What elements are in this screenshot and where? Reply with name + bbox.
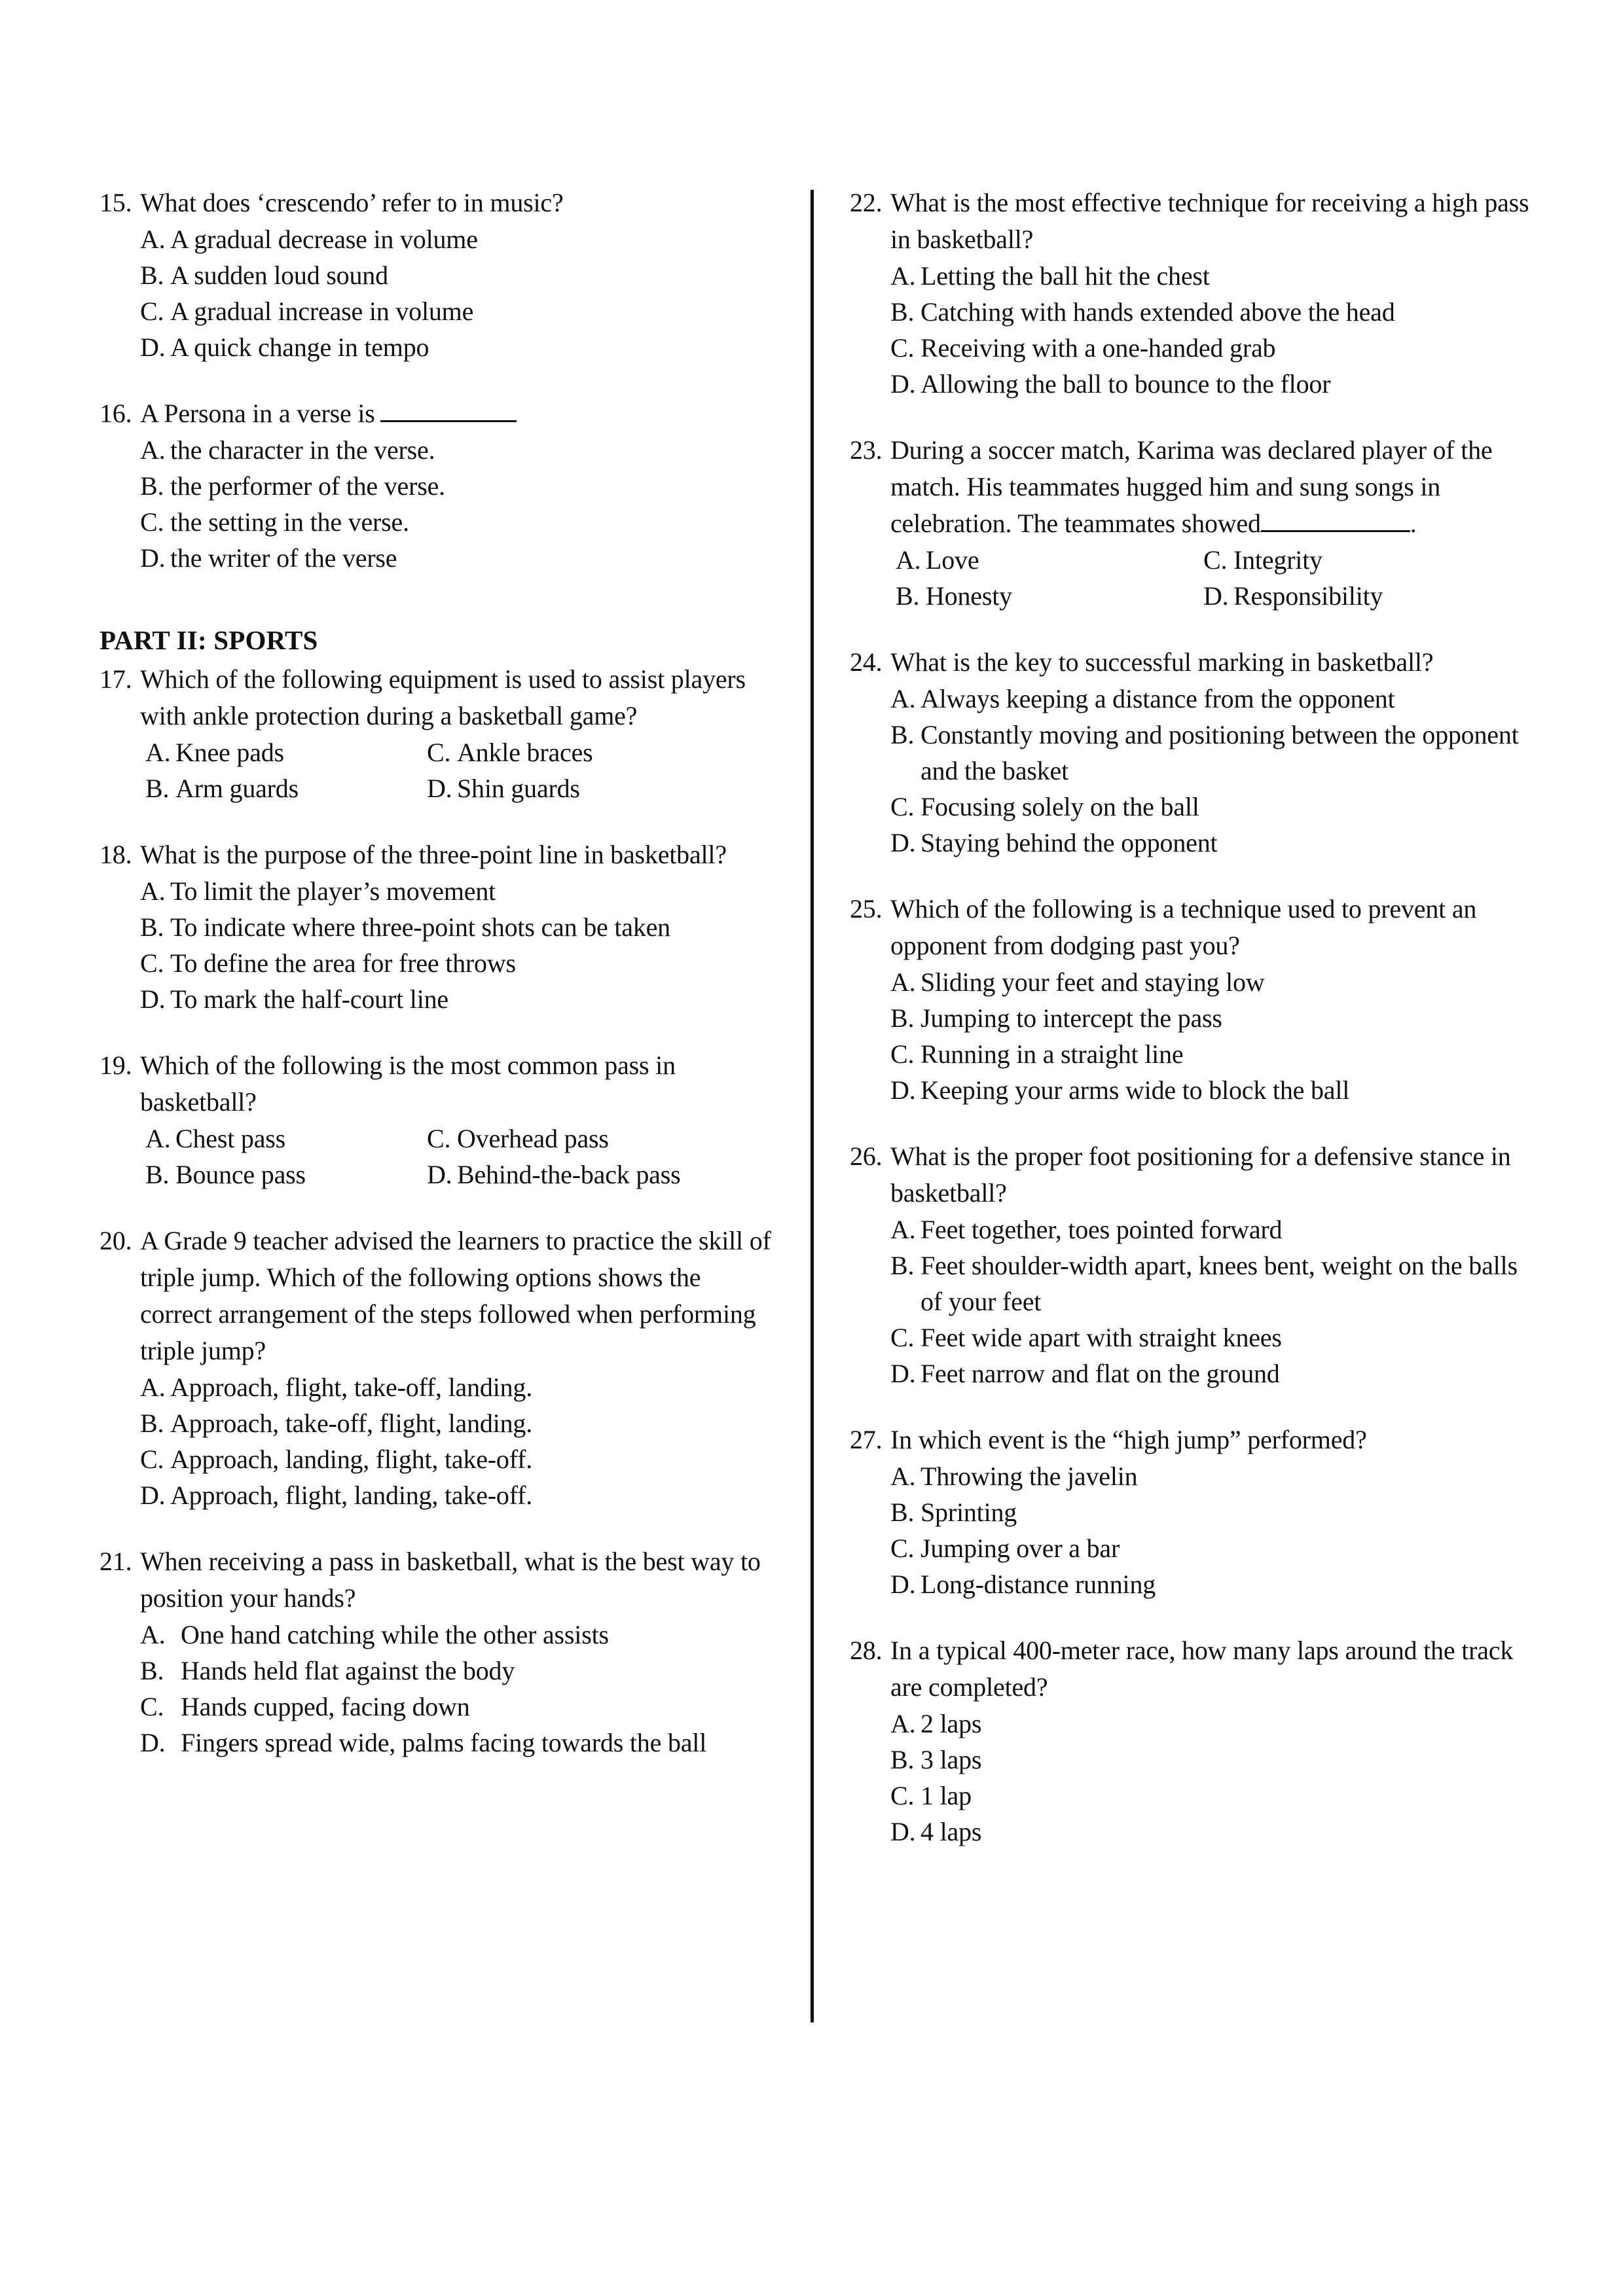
option-list <box>850 681 1540 861</box>
option-item[interactable] <box>140 1369 771 1405</box>
question-text: Which of the following is the most common pass in basketball? <box>140 1050 676 1117</box>
option-item[interactable] <box>140 909 771 945</box>
option-letter: C. <box>890 1534 915 1563</box>
option-letter: D. <box>890 828 916 857</box>
question-25 <box>850 891 1540 1108</box>
option-item[interactable] <box>427 734 771 770</box>
right-column <box>793 185 1540 1850</box>
question-23 <box>850 432 1540 614</box>
option-letter: B. <box>890 1745 915 1774</box>
option-item[interactable] <box>890 1355 1540 1391</box>
option-item[interactable] <box>896 542 1203 578</box>
option-item[interactable] <box>140 293 771 329</box>
question-number: 19. <box>100 1050 132 1080</box>
option-letter: A. <box>890 261 916 291</box>
option-item[interactable] <box>427 770 771 806</box>
question-number: 27. <box>850 1425 883 1454</box>
option-letter: D. <box>890 1075 916 1105</box>
option-letter: A. <box>140 1620 166 1649</box>
question-text: What is the proper foot positioning for a defensive stance in basketball? <box>890 1141 1511 1208</box>
question-number: 24. <box>850 647 883 677</box>
question-number: 15. <box>100 188 132 217</box>
option-letter: C. <box>427 738 451 767</box>
option-item[interactable] <box>896 578 1203 614</box>
question-text: A Grade 9 teacher advised the learners to practice the skill of triple jump. Which of the following options shows the correct arrangement of the steps followed when performing triple jump? <box>140 1226 771 1365</box>
option-item[interactable] <box>140 1689 771 1725</box>
option-letter: C. <box>1203 545 1228 575</box>
option-item[interactable] <box>890 1566 1540 1602</box>
part-heading: PART II: SPORTS <box>100 625 318 655</box>
question-20 <box>100 1223 771 1513</box>
question-text: What is the most effective technique for receiving a high pass in basketball? <box>890 188 1529 254</box>
option-text: A gradual increase in volume <box>170 296 474 326</box>
option-letter: C. <box>427 1124 451 1153</box>
question-number: 25. <box>850 894 883 924</box>
option-letter: B. <box>890 720 915 749</box>
option-letter: A. <box>140 876 166 906</box>
option-list <box>850 1706 1540 1850</box>
option-item[interactable] <box>890 681 1540 717</box>
option-item[interactable] <box>140 981 771 1017</box>
option-item[interactable] <box>140 504 771 540</box>
option-letter: B. <box>145 1160 170 1189</box>
option-text: Feet narrow and flat on the ground <box>921 1359 1280 1388</box>
option-item[interactable] <box>1203 578 1540 614</box>
option-item[interactable] <box>140 1617 771 1653</box>
option-item[interactable] <box>890 1000 1540 1036</box>
option-letter: C. <box>140 296 164 326</box>
two-column-body <box>100 185 1540 1850</box>
option-letter: D. <box>140 332 166 362</box>
option-text: To mark the half-court line <box>170 984 448 1014</box>
option-text: Approach, flight, landing, take-off. <box>170 1480 533 1510</box>
question-text: In which event is the “high jump” performed? <box>890 1425 1367 1454</box>
fill-in-blank[interactable] <box>1261 530 1410 532</box>
option-list <box>100 1121 771 1193</box>
option-letter: C. <box>890 1039 915 1069</box>
option-item[interactable] <box>890 330 1540 366</box>
option-text: Constantly moving and positioning between the opponent and the basket <box>921 720 1519 785</box>
option-list <box>850 1458 1540 1602</box>
option-text: Allowing the ball to bounce to the floor <box>921 369 1331 399</box>
section-spacer <box>100 606 771 622</box>
option-letter: B. <box>145 774 170 803</box>
option-text: 3 laps <box>921 1745 982 1774</box>
option-text: Jumping over a bar <box>921 1534 1120 1563</box>
option-text: Hands cupped, facing down <box>181 1692 470 1721</box>
option-text: A quick change in tempo <box>170 332 429 362</box>
option-letter: A. <box>896 545 921 575</box>
option-item[interactable] <box>140 468 771 504</box>
option-text: Shin guards <box>457 774 580 803</box>
question-text <box>890 432 1540 542</box>
question-24 <box>850 644 1540 861</box>
option-text: Bounce pass <box>175 1160 306 1189</box>
option-item[interactable] <box>890 1494 1540 1530</box>
option-letter: A. <box>145 1124 171 1153</box>
option-list <box>850 258 1540 402</box>
blank-suffix: . <box>1410 509 1417 538</box>
option-letter: A. <box>890 1709 916 1738</box>
question-number: 16. <box>100 399 132 428</box>
option-text: A sudden loud sound <box>170 260 388 290</box>
option-letter: B. <box>140 1656 164 1685</box>
option-item[interactable] <box>140 432 771 468</box>
option-text: 1 lap <box>921 1781 972 1810</box>
option-text: Behind-the-back pass <box>457 1160 681 1189</box>
option-item[interactable] <box>890 825 1540 861</box>
option-text: Honesty <box>926 581 1012 611</box>
option-text: Love <box>926 545 979 575</box>
option-letter: C. <box>890 333 915 363</box>
question-text: When receiving a pass in basketball, what is the best way to position your hands? <box>140 1547 761 1613</box>
option-text: Always keeping a distance from the opponent <box>921 684 1395 713</box>
option-letter: C. <box>890 1781 915 1810</box>
question-15 <box>100 185 771 365</box>
option-item[interactable] <box>890 1814 1540 1850</box>
question-28 <box>850 1632 1540 1850</box>
option-item[interactable] <box>890 1247 1540 1319</box>
question-21 <box>100 1543 771 1761</box>
question-text: What is the purpose of the three-point line in basketball? <box>140 840 727 869</box>
option-list <box>100 1617 771 1761</box>
question-stem: A Persona in a verse is <box>140 399 375 428</box>
option-letter: C. <box>140 1444 164 1474</box>
option-list <box>100 1369 771 1513</box>
option-item[interactable] <box>140 1441 771 1477</box>
option-list <box>100 873 771 1017</box>
option-text: Keeping your arms wide to block the ball <box>921 1075 1350 1105</box>
fill-in-blank[interactable] <box>380 420 517 422</box>
question-text: What is the key to successful marking in basketball? <box>890 647 1434 677</box>
option-text: Jumping to intercept the pass <box>921 1003 1222 1033</box>
option-item[interactable] <box>1203 542 1540 578</box>
option-text: 2 laps <box>921 1709 982 1738</box>
option-text: Approach, flight, take-off, landing. <box>170 1372 533 1402</box>
option-text: Sprinting <box>921 1498 1017 1527</box>
question-19 <box>100 1047 771 1193</box>
option-item[interactable] <box>140 221 771 257</box>
option-item[interactable] <box>890 294 1540 330</box>
question-number: 17. <box>100 664 132 694</box>
option-list <box>100 221 771 365</box>
option-item[interactable] <box>145 1121 427 1157</box>
question-text: Which of the following is a technique used to prevent an opponent from dodging past you? <box>890 894 1477 960</box>
option-list <box>850 964 1540 1108</box>
question-number: 22. <box>850 188 883 217</box>
option-letter: A. <box>890 1215 916 1244</box>
option-item[interactable] <box>140 1477 771 1513</box>
option-letter: C. <box>140 507 164 537</box>
question-number: 23. <box>850 435 883 465</box>
question-text: Which of the following equipment is used to assist players with ankle protection during a basketball game? <box>140 664 746 730</box>
option-letter: C. <box>140 1692 164 1721</box>
option-text: Integrity <box>1233 545 1322 575</box>
option-text: Feet together, toes pointed forward <box>921 1215 1283 1244</box>
option-letter: D. <box>140 984 166 1014</box>
option-text: Letting the ball hit the chest <box>921 261 1210 291</box>
question-22 <box>850 185 1540 402</box>
question-17 <box>100 661 771 806</box>
option-item[interactable] <box>890 1036 1540 1072</box>
option-item[interactable] <box>140 1725 771 1761</box>
option-letter: C. <box>890 1323 915 1352</box>
option-text: One hand catching while the other assists <box>181 1620 609 1649</box>
option-item[interactable] <box>890 258 1540 294</box>
option-letter: D. <box>140 1728 166 1757</box>
option-text: Long-distance running <box>921 1570 1156 1599</box>
option-item[interactable] <box>140 1405 771 1441</box>
option-letter: D. <box>890 1359 916 1388</box>
option-list <box>850 542 1540 614</box>
option-letter: D. <box>890 369 916 399</box>
option-item[interactable] <box>890 1530 1540 1566</box>
option-letter: B. <box>890 1003 915 1033</box>
option-text: Feet wide apart with straight knees <box>921 1323 1282 1352</box>
option-letter: B. <box>890 1251 915 1280</box>
question-number: 21. <box>100 1547 132 1576</box>
option-letter: B. <box>140 471 164 501</box>
option-item[interactable] <box>140 945 771 981</box>
option-text: Ankle braces <box>457 738 593 767</box>
option-letter: C. <box>890 792 915 821</box>
question-text <box>140 395 771 432</box>
option-letter: A. <box>890 684 916 713</box>
question-number: 26. <box>850 1141 883 1171</box>
option-item[interactable] <box>890 366 1540 402</box>
option-item[interactable] <box>140 1653 771 1689</box>
option-text: To define the area for free throws <box>170 948 516 978</box>
question-stem: During a soccer match, Karima was declared player of the match. His teammates hugged him and sung songs in celebration. The teammates showed <box>890 435 1493 538</box>
option-letter: A. <box>145 738 171 767</box>
option-item[interactable] <box>890 1778 1540 1814</box>
option-letter: A. <box>140 1372 166 1402</box>
option-item[interactable] <box>145 770 427 806</box>
option-item[interactable] <box>890 1458 1540 1494</box>
option-text: Fingers spread wide, palms facing towards the ball <box>181 1728 707 1757</box>
option-text: Responsibility <box>1233 581 1383 611</box>
option-text: Knee pads <box>175 738 284 767</box>
question-number: 20. <box>100 1226 132 1255</box>
option-letter: A. <box>140 224 166 254</box>
option-text: A gradual decrease in volume <box>170 224 478 254</box>
option-letter: A. <box>890 1462 916 1491</box>
option-text: Arm guards <box>175 774 299 803</box>
option-item[interactable] <box>890 1319 1540 1355</box>
option-letter: A. <box>890 967 916 997</box>
option-letter: D. <box>427 774 452 803</box>
option-text: Focusing solely on the ball <box>921 792 1199 821</box>
option-letter: D. <box>890 1817 916 1846</box>
question-26 <box>850 1138 1540 1391</box>
option-text: the character in the verse. <box>170 435 435 465</box>
option-letter: B. <box>896 581 920 611</box>
option-letter: B. <box>140 912 164 942</box>
option-list <box>850 1211 1540 1391</box>
option-letter: D. <box>140 1480 166 1510</box>
option-text: Sliding your feet and staying low <box>921 967 1265 997</box>
option-item[interactable] <box>890 1706 1540 1742</box>
option-text: Catching with hands extended above the head <box>921 297 1395 327</box>
option-item[interactable] <box>427 1121 771 1157</box>
option-item[interactable] <box>890 964 1540 1000</box>
option-item[interactable] <box>427 1157 771 1193</box>
option-text: the performer of the verse. <box>170 471 445 501</box>
option-item[interactable] <box>140 257 771 293</box>
option-letter: D. <box>1203 581 1229 611</box>
option-item[interactable] <box>140 329 771 365</box>
option-text: Approach, take-off, flight, landing. <box>170 1408 533 1438</box>
question-text: What does ‘crescendo’ refer to in music? <box>140 188 564 217</box>
option-text: Chest pass <box>175 1124 286 1153</box>
option-text: 4 laps <box>921 1817 982 1846</box>
option-text: Approach, landing, flight, take-off. <box>170 1444 533 1474</box>
question-number: 18. <box>100 840 132 869</box>
question-number: 28. <box>850 1636 883 1665</box>
option-letter: B. <box>140 1408 164 1438</box>
option-item[interactable] <box>890 1072 1540 1108</box>
question-16 <box>100 395 771 576</box>
option-item[interactable] <box>890 1742 1540 1778</box>
option-letter: B. <box>140 260 164 290</box>
option-letter: D. <box>427 1160 452 1189</box>
option-item[interactable] <box>140 540 771 576</box>
question-27 <box>850 1422 1540 1602</box>
option-item[interactable] <box>145 1157 427 1193</box>
option-text: Running in a straight line <box>921 1039 1184 1069</box>
option-text: the writer of the verse <box>170 543 397 573</box>
option-text: Receiving with a one-handed grab <box>921 333 1276 363</box>
option-letter: C. <box>140 948 164 978</box>
option-item[interactable] <box>140 873 771 909</box>
option-text: Overhead pass <box>457 1124 609 1153</box>
option-item[interactable] <box>890 789 1540 825</box>
option-text: To limit the player’s movement <box>170 876 496 906</box>
option-letter: B. <box>890 297 915 327</box>
option-list <box>100 734 771 806</box>
option-letter: D. <box>140 543 166 573</box>
option-letter: B. <box>890 1498 915 1527</box>
question-text: In a typical 400-meter race, how many laps around the track are completed? <box>890 1636 1514 1702</box>
option-text: Throwing the javelin <box>921 1462 1138 1491</box>
question-18 <box>100 836 771 1017</box>
left-column <box>100 185 793 1761</box>
option-text: the setting in the verse. <box>170 507 409 537</box>
option-letter: A. <box>140 435 166 465</box>
option-text: Feet shoulder-width apart, knees bent, weight on the balls of your feet <box>921 1251 1518 1316</box>
option-list <box>100 432 771 576</box>
option-text: Staying behind the opponent <box>921 828 1218 857</box>
option-item[interactable] <box>890 717 1540 789</box>
option-text: To indicate where three-point shots can be taken <box>170 912 670 942</box>
option-item[interactable] <box>145 734 427 770</box>
option-letter: D. <box>890 1570 916 1599</box>
option-text: Hands held flat against the body <box>181 1656 515 1685</box>
option-item[interactable] <box>890 1211 1540 1247</box>
